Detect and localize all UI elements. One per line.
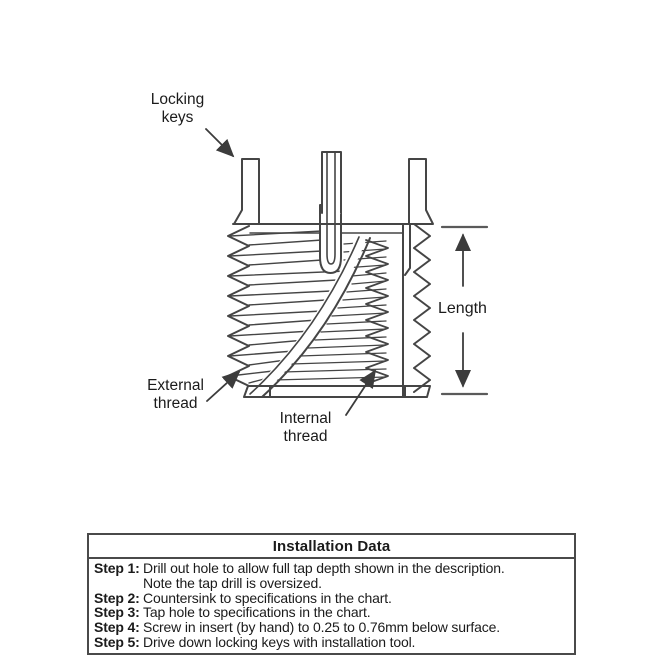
length-label: Length: [438, 300, 487, 317]
step-label: Step 5:: [94, 633, 140, 650]
right-thread-zigzag: [414, 224, 430, 392]
right-wall-lines: [403, 224, 410, 397]
step-text-note: Note the tap drill is oversized.: [143, 574, 322, 591]
internal-thread-label-line1: Internal: [279, 410, 332, 427]
step-label: Step 2:: [94, 589, 140, 606]
step-text: Drive down locking keys with installation tool.: [143, 633, 416, 650]
internal-thread-zigzag: [366, 240, 388, 384]
locking-keys-label-line1: Locking: [150, 91, 205, 108]
locking-keys-leader: [206, 129, 233, 156]
installation-steps: [89, 559, 574, 653]
step-text: [143, 561, 571, 591]
step-text: Tap hole to specifications in the chart.: [143, 604, 371, 621]
step-text: Countersink to specifications in the chart.: [143, 589, 392, 606]
locking-key-left: [234, 159, 259, 224]
external-thread-zigzag: [228, 226, 249, 386]
external-thread-label-line2: thread: [153, 394, 198, 412]
step-row: [94, 620, 571, 635]
step-text-line1: Drill out hole to allow full tap depth shown in the description.: [143, 560, 505, 576]
step-row: [94, 635, 571, 650]
step-text: Screw in insert (by hand) to 0.25 to 0.76mm below surface.: [143, 619, 501, 636]
external-thread-label: [128, 377, 223, 413]
step-row: [94, 591, 571, 606]
center-key-capsule: [320, 205, 341, 273]
locking-key-right: [409, 159, 433, 224]
step-label: Step 1:: [94, 560, 140, 576]
internal-thread-label-line2: thread: [283, 427, 328, 445]
step-row: [94, 605, 571, 620]
internal-thread-label: [258, 410, 353, 446]
installation-data-title: Installation Data: [89, 535, 574, 559]
locking-keys-label-line2: keys: [161, 108, 194, 126]
step-row: [94, 561, 571, 591]
locking-key-center: [322, 152, 342, 214]
step-label: Step 3:: [94, 604, 140, 621]
installation-data-table: [87, 533, 576, 655]
locking-keys-label: [130, 91, 225, 127]
step-label: Step 4:: [94, 619, 140, 636]
external-thread-label-line1: External: [147, 377, 204, 394]
